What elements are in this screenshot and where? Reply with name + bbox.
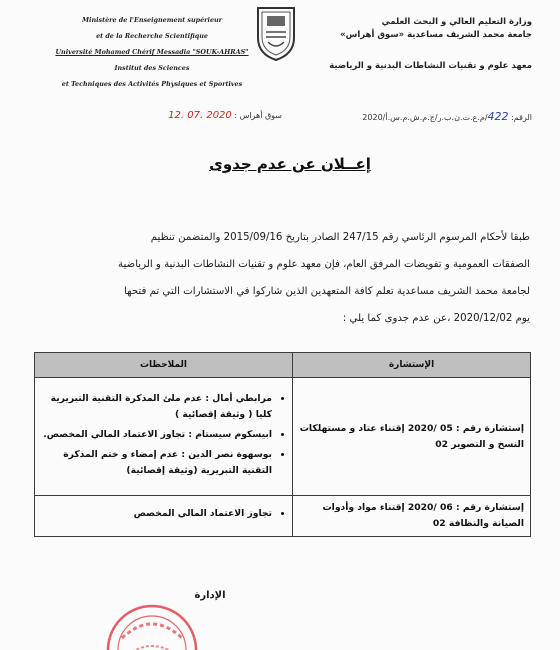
reference-place: سوق أهراس : <box>234 111 282 120</box>
reference-place-date <box>168 110 282 121</box>
header-ministry-line: Ministère de l'Enseignement supérieur <box>81 16 223 24</box>
signature-label: الإدارة <box>194 590 226 601</box>
reference-date: 2020 .07 .12 <box>168 110 232 121</box>
remark-item: • بوسهوة نصر الدين : عدم إمضاء و ختم المذكرة التقنية التبريرية (وثيقة إقصائية) <box>41 447 272 479</box>
body-line: يوم 2020/12/02 ،عن عدم جدوى كما يلي : <box>342 313 530 324</box>
header-research-line: et de la Recherche Scientifique <box>96 32 208 40</box>
remark-item: • تجاوز الاعتماد المالي المخصص <box>41 506 272 522</box>
table-header-row <box>35 353 531 378</box>
remark-item: • ابيسكوم سيستام : تجاوز الاعتماد المالي المخصص. <box>41 427 272 443</box>
results-table <box>34 352 531 537</box>
body-line: لجامعة محمد الشريف مساعدية تعلم كافة المتعهدين الذين شاركوا في الاستشارات التي تم فتحها <box>124 286 530 297</box>
header-institute-line: Institut des Sciences <box>114 64 190 72</box>
header-arabic-block <box>292 16 532 73</box>
header-ministry-ar: وزارة التعليم العالي و البحث العلمي <box>381 17 532 27</box>
body-line: طبقا لأحكام المرسوم الرئاسي رقم 247/15 الصادر بتاريخ 2015/09/16 والمتضمن تنظيم <box>150 232 530 243</box>
remark-item: • مرابطي أمال : عدم ملئ المذكرة التقنية التبريرية كليا ( وثيقة إقصائية ) <box>41 391 272 423</box>
header-institute-ar: معهد علوم و تقنيات النشاطات البدنية و الرياضية <box>329 61 532 71</box>
announcement-body <box>46 224 530 332</box>
reference-row <box>110 110 532 124</box>
header-institute-name-line: et Techniques des Activités Physiques et Sportives <box>61 80 243 88</box>
reference-suffix: /م.ع.ت.ن.ب.ر/ج.م.ش.م.س.أ/2020 <box>362 113 488 122</box>
announcement-title: إعــلان عن عدم جدوى <box>209 155 371 173</box>
remarks-cell <box>35 378 293 496</box>
header-remarks: الملاحظات <box>35 353 293 378</box>
header-consultation: الإستشارة <box>293 353 531 378</box>
reference-number <box>362 110 532 123</box>
body-line: الصفقات العمومية و تفويضات المرفق العام، فإن معهد علوم و تقنيات النشاطات البدنية و الرياضية <box>118 259 530 270</box>
remarks-cell <box>35 496 293 537</box>
header-french-block <box>52 12 252 92</box>
reference-label: الرقم: <box>511 113 532 122</box>
consultation-cell: إستشارة رقم : 06 /2020 إقتناء مواد وأدوات الصيانة والنظافة 02 <box>293 496 531 537</box>
consultation-cell: إستشارة رقم : 05 /2020 إقتناء عتاد و مستهلكات النسخ و التصوير 02 <box>293 378 531 496</box>
table-row <box>35 378 531 496</box>
header-university-ar: جامعة محمد الشريف مساعدية «سوق أهراس» <box>340 30 532 40</box>
table-row <box>35 496 531 537</box>
reference-handwritten-number: 422 <box>487 110 509 123</box>
header-university-line: Université Mohamed Chérif Messadia "SOUK-AHRAS" <box>55 48 249 56</box>
